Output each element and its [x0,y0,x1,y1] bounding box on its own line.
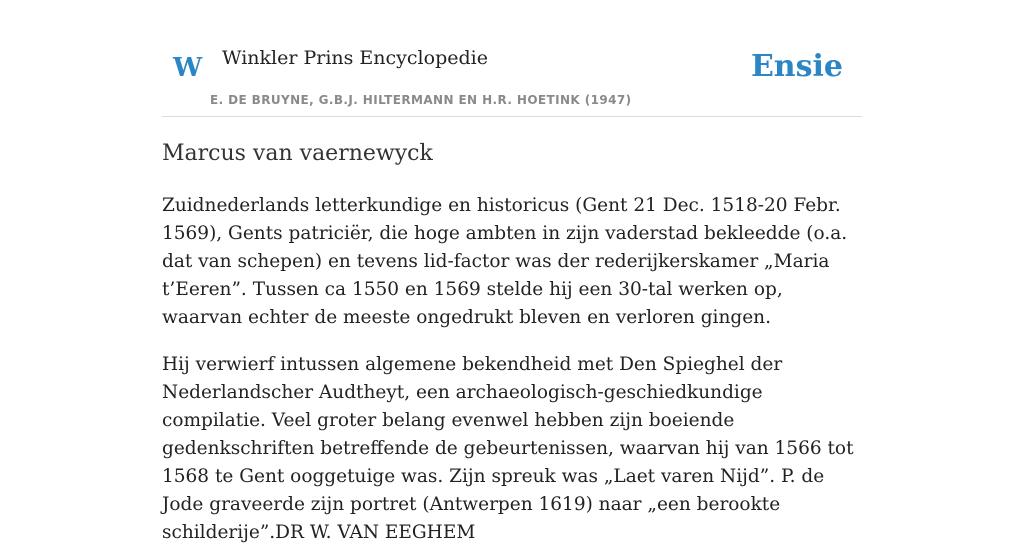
site-title[interactable]: Winkler Prins Encyclopedie [222,47,488,69]
article-paragraph-2: Hij verwierf intussen algemene bekendheid met Den Spieghel der Nederlandscher Audtheyt, een archaeologisch-geschiedkundige compilatie. Veel groter belang evenwel hebben zijn boeiende gedenkschriften betreffende de gebeurtenissen, waarvan hij van 1566 tot 1568 te Gent ooggetuige was. Zijn spreuk was „Laet varen Nijd”. P. de Jode graveerde zijn portret (Antwerpen 1619) naar „een berookte schilderije”.DR W. VAN EEGHEM [162,354,854,543]
ensie-logo[interactable]: Ensie [750,49,843,84]
authors-line: E. DE BRUYNE, G.B.J. HILTERMANN EN H.R. HOETINK (1947) [210,93,632,107]
winkler-prins-logo[interactable]: W [173,53,203,83]
site-header [162,36,862,117]
article-title: Marcus van vaernewyck [162,141,433,166]
article-paragraph-1: Zuidnederlands letterkundige en historicus (Gent 21 Dec. 1518-20 Febr. 1569), Gents patriciër, die hoge ambten in zijn vaderstad bekleedde (o.a. dat van schepen) en tevens lid-factor was der rederijkerskamer „Maria t’Eeren”. Tussen ca 1550 en 1569 stelde hij een 30-tal werken op, waarvan echter de meeste ongedrukt bleven en verloren gingen. [162,195,848,328]
